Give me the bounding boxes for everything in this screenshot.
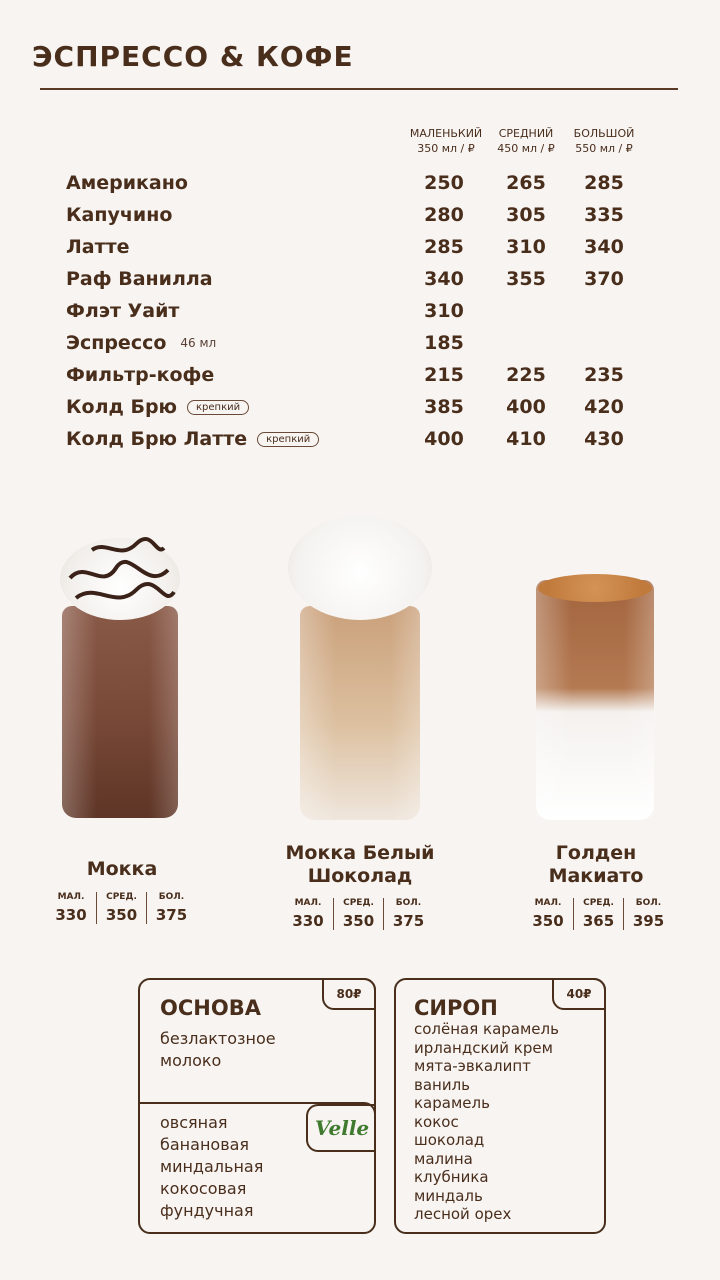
price-medium: 355: [506, 268, 546, 290]
size-name: МАЛЕНЬКИЙ: [409, 127, 483, 140]
price-medium: 305: [506, 204, 546, 226]
menu-item-name: Латте: [66, 236, 130, 258]
list-item: миндальная: [160, 1157, 264, 1176]
syrup-list: [414, 1020, 559, 1224]
price-large: 285: [584, 172, 624, 194]
strong-tag: крепкий: [187, 400, 249, 415]
menu-row-americano: [66, 172, 666, 204]
menu-row-cold-brew-latte: [66, 428, 666, 460]
lactose-free-text: безлактозное молоко: [160, 1029, 276, 1070]
syrup-title: СИРОП: [414, 996, 498, 1020]
size-name: СРЕДНИЙ: [498, 127, 554, 140]
drink-name-mocha: Мокка: [86, 858, 158, 880]
size-medium: СРЕД. 350: [96, 892, 146, 924]
syrup-price: 40₽: [552, 978, 606, 1010]
list-item: миндаль: [414, 1186, 483, 1205]
volume-note: 46 мл: [180, 336, 217, 350]
price-medium: 225: [506, 364, 546, 386]
price-medium: 265: [506, 172, 546, 194]
price-small: 285: [424, 236, 464, 258]
price-large: 370: [584, 268, 624, 290]
size-large: БОЛ. 375: [146, 892, 196, 924]
price-small: 250: [424, 172, 464, 194]
size-medium: СРЕД. 350: [333, 898, 383, 930]
price-small: 340: [424, 268, 464, 290]
menu-item-name: Эспрессо: [66, 332, 167, 354]
menu-row-cold-brew: [66, 396, 666, 428]
price-small: 400: [424, 428, 464, 450]
drink-sizes-mocha: [46, 892, 196, 924]
plant-milk-list: [160, 1112, 263, 1222]
drink-sizes-golden-macchiato: [523, 898, 673, 930]
list-item: ирландский крем: [414, 1038, 553, 1057]
list-item: мята-эвкалипт: [414, 1057, 531, 1075]
list-item: банановая: [160, 1135, 250, 1154]
price-large: 430: [584, 428, 624, 450]
drink-name-white-mocha: Мокка Белый Шоколад: [285, 842, 435, 887]
title-divider: [40, 88, 678, 90]
price-small: 310: [424, 300, 464, 322]
price-small: 185: [424, 332, 464, 354]
menu-item-name: Раф Ванилла: [66, 268, 213, 290]
golden-macchiato-photo: [530, 570, 658, 822]
menu-row-latte: [66, 236, 666, 268]
size-large: БОЛ. 375: [383, 898, 433, 930]
mocha-photo: [56, 520, 188, 820]
list-item: лесной орех: [414, 1205, 512, 1223]
syrup-box: [394, 978, 606, 1234]
size-volume: 450 мл / ₽: [497, 142, 555, 155]
size-large: БОЛ. 395: [623, 898, 673, 930]
size-name: БОЛЬШОЙ: [573, 127, 635, 140]
menu-item-name: Колд Брю Латте: [66, 428, 248, 450]
list-item: шоколад: [414, 1131, 485, 1149]
menu-item-name: Капучино: [66, 204, 173, 226]
base-milk-box: [138, 978, 376, 1234]
price-large: 335: [584, 204, 624, 226]
strong-tag: крепкий: [257, 432, 319, 447]
menu-item-name: Колд Брю: [66, 396, 178, 418]
list-item: ваниль: [414, 1075, 471, 1094]
drink-name-golden-macchiato: Голден Макиато: [548, 842, 644, 887]
menu-row-filter-coffee: [66, 364, 666, 396]
price-medium: 400: [506, 396, 546, 418]
menu-item-name: Флэт Уайт: [66, 300, 180, 322]
size-small: МАЛ. 330: [55, 892, 87, 924]
velle-logo: Velle: [306, 1104, 376, 1152]
menu-item-name: Американо: [66, 172, 188, 194]
size-header-large: [556, 126, 652, 156]
list-item: малина: [414, 1149, 473, 1168]
white-mocha-photo: [286, 510, 434, 822]
menu-row-cappuccino: [66, 204, 666, 236]
price-large: 235: [584, 364, 624, 386]
price-small: 385: [424, 396, 464, 418]
list-item: фундучная: [160, 1201, 254, 1220]
list-item: солёная карамель: [414, 1020, 559, 1038]
base-title: ОСНОВА: [160, 996, 261, 1020]
drink-sizes-white-mocha: [283, 898, 433, 930]
list-item: овсяная: [160, 1113, 228, 1132]
price-small: 215: [424, 364, 464, 386]
menu-row-flat-white: [66, 300, 666, 332]
menu-row-raf-vanilla: [66, 268, 666, 300]
list-item: кокосовая: [160, 1179, 247, 1198]
size-small: МАЛ. 350: [532, 898, 564, 930]
size-small: МАЛ. 330: [292, 898, 324, 930]
price-medium: 410: [506, 428, 546, 450]
list-item: карамель: [414, 1094, 490, 1112]
menu-item-name: Фильтр-кофе: [66, 364, 215, 386]
size-volume: 550 мл / ₽: [575, 142, 633, 155]
list-item: кокос: [414, 1112, 459, 1131]
list-item: клубника: [414, 1168, 489, 1186]
size-medium: СРЕД. 365: [573, 898, 623, 930]
base-price: 80₽: [322, 978, 376, 1010]
price-small: 280: [424, 204, 464, 226]
menu-row-espresso: [66, 332, 666, 364]
size-volume: 350 мл / ₽: [417, 142, 475, 155]
price-large: 340: [584, 236, 624, 258]
price-large: 420: [584, 396, 624, 418]
chocolate-drizzle: [56, 520, 188, 630]
page-title: ЭСПРЕССО & КОФЕ: [32, 40, 354, 73]
price-medium: 310: [506, 236, 546, 258]
